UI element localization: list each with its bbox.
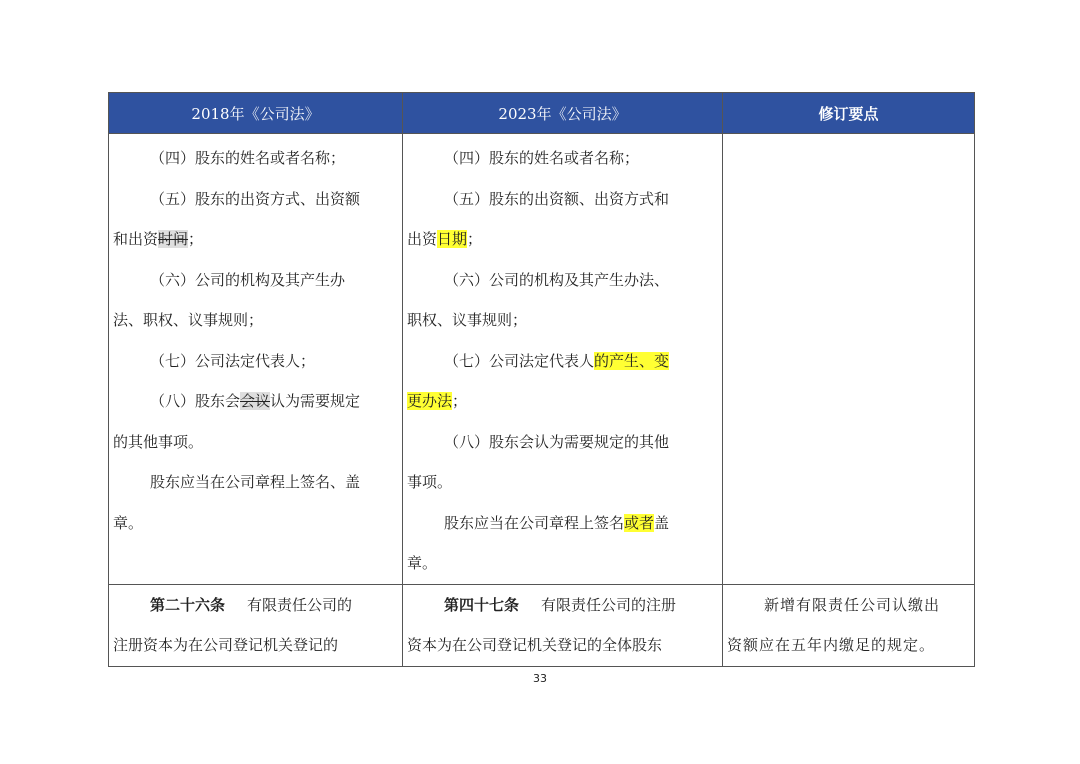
- text-line: 职权、议事规则；: [407, 311, 528, 329]
- text-line: （五）股东的出资方式、出资额: [150, 189, 361, 208]
- text-line: [113, 585, 398, 626]
- added-text: 或者: [624, 513, 655, 532]
- text-span: ；: [188, 230, 204, 248]
- text-line: [407, 341, 718, 382]
- text-line: 章。: [407, 554, 438, 572]
- text-line: [113, 219, 398, 260]
- text-span: （七）公司法定代表人: [444, 351, 595, 370]
- text-line: （八）股东会认为需要规定的其他: [444, 432, 670, 451]
- text-line: 资额应在五年内缴足的规定。: [727, 636, 936, 654]
- text-line: [407, 585, 718, 626]
- text-span: 出资: [407, 230, 438, 248]
- old-law-cell: [109, 584, 403, 666]
- text-line: [407, 219, 718, 260]
- text-span: 有限责任公司的注册: [541, 595, 677, 614]
- comparison-table: [108, 92, 975, 667]
- text-line: 事项。: [407, 473, 453, 491]
- header-2023-law: 2023年《公司法》: [403, 93, 723, 134]
- text-span: ；: [467, 230, 483, 248]
- text-line: 法、职权、议事规则；: [113, 311, 264, 329]
- revision-note-cell: [723, 134, 975, 585]
- added-text: 更办法: [407, 392, 453, 410]
- new-law-cell: [403, 584, 723, 666]
- old-law-cell: [109, 134, 403, 585]
- text-line: （六）公司的机构及其产生办: [150, 270, 346, 289]
- article-number: 第二十六条: [150, 595, 226, 614]
- table-header-row: [109, 93, 975, 134]
- text-line: （七）公司法定代表人；: [150, 351, 316, 370]
- deleted-text: 时间: [158, 230, 189, 248]
- text-line: [407, 503, 718, 544]
- added-text: 的产生、变: [594, 351, 670, 370]
- header-2018-law: 2018年《公司法》: [109, 93, 403, 134]
- new-law-cell: [403, 134, 723, 585]
- text-span: 盖: [654, 513, 670, 532]
- header-revision-points: 修订要点: [723, 93, 975, 134]
- text-line: （四）股东的姓名或者名称；: [444, 149, 640, 167]
- text-span: 认为需要规定: [270, 392, 361, 410]
- text-span: （八）股东会: [150, 392, 241, 410]
- text-line: 的其他事项。: [113, 432, 204, 451]
- table-row: [109, 134, 975, 585]
- revision-note-cell: [723, 584, 975, 666]
- text-line: （五）股东的出资额、出资方式和: [444, 189, 670, 208]
- text-line: 新增有限责任公司认缴出: [764, 595, 941, 614]
- text-span: 和出资: [113, 230, 159, 248]
- text-line: 股东应当在公司章程上签名、盖: [150, 473, 361, 491]
- text-span: 有限责任公司的: [247, 595, 353, 614]
- text-line: 资本为在公司登记机关登记的全体股东: [407, 636, 663, 654]
- text-line: 章。: [113, 513, 144, 532]
- table-row: [109, 584, 975, 666]
- deleted-text: 会议: [240, 392, 271, 410]
- text-span: 股东应当在公司章程上签名: [444, 513, 625, 532]
- page-number: 33: [533, 672, 547, 685]
- added-text: 日期: [437, 230, 468, 248]
- text-line: [407, 381, 718, 422]
- article-number: 第四十七条: [444, 595, 520, 614]
- text-line: [113, 381, 398, 422]
- text-line: （六）公司的机构及其产生办法、: [444, 270, 670, 289]
- text-line: 注册资本为在公司登记机关登记的: [113, 636, 339, 654]
- text-span: ；: [452, 392, 468, 410]
- text-line: （四）股东的姓名或者名称；: [150, 149, 346, 167]
